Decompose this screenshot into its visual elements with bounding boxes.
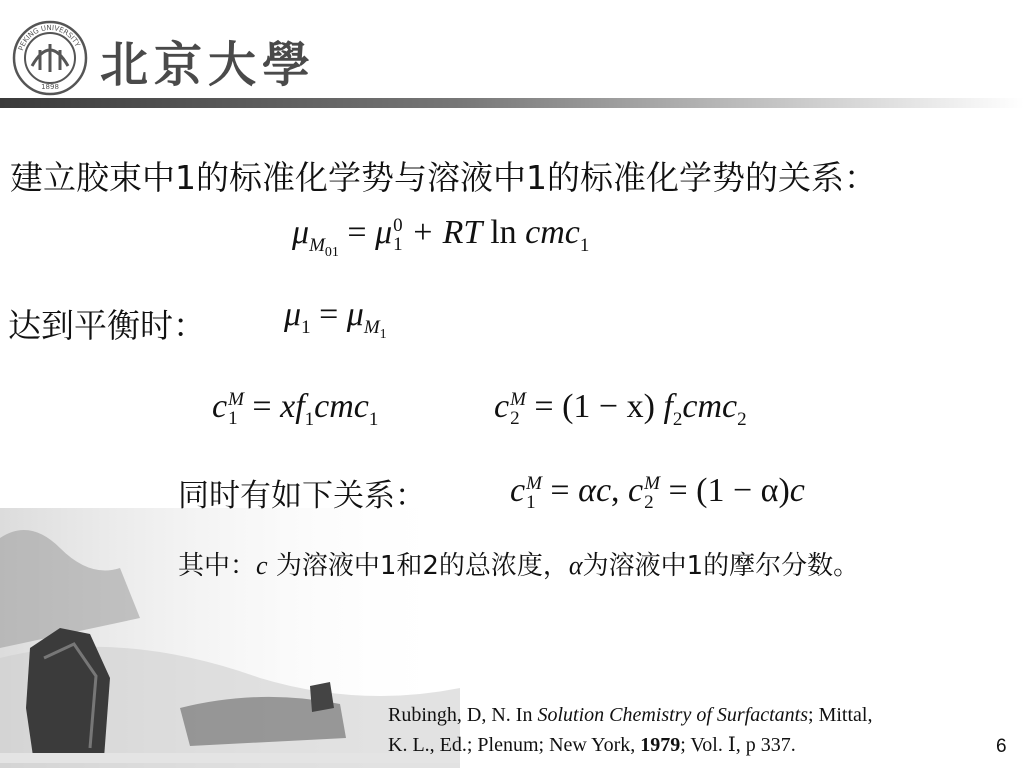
page-number: 6 [996,736,1007,757]
equation-relations: c M 1 = αc, c M 2 = (1 − α)c [510,472,805,514]
note-text: 其中：c 为溶液中1和2的总浓度，α为溶液中1的摩尔分数。 [178,551,860,581]
equation-c1-micelle: c M 1 = $xf_1cmc_1$ [212,388,379,430]
citation [388,700,1018,760]
equation-equilibrium: $\mu_1 = \mu_{M_1}$ [284,296,387,342]
citation-year: 1979 [640,734,681,756]
equation-micelle-potential: $\mu_{M_{01}} = \mu$ 0 1 + RT ln cmc$_1$ [292,214,590,260]
equation-c2-micelle: c M 2 = (1 − x) $f_2cmc_2$ [494,388,747,430]
seal-year: 1898 [41,83,59,91]
relation-label: 同时有如下关系： [178,478,426,514]
header-gradient-bar [0,98,1024,108]
equilibrium-label: 达到平衡时： [8,306,206,345]
citation-line-1: Rubingh, D, N. In Solution Chemistry of Surfactants; Mittal, [388,704,873,726]
seal-text: PEKING UNIVERSITY [17,23,82,52]
citation-book-title: Solution Chemistry of Surfactants [537,704,809,726]
university-wordmark: 北京大學 [100,37,317,93]
university-seal-logo [12,20,88,96]
intro-text: 建立胶束中1的标准化学势与溶液中1的标准化学势的关系： [10,158,877,197]
citation-line-2: K. L., Ed.; Plenum; New York, 1979; Vol. Ⅰ, p 337. [388,734,796,756]
